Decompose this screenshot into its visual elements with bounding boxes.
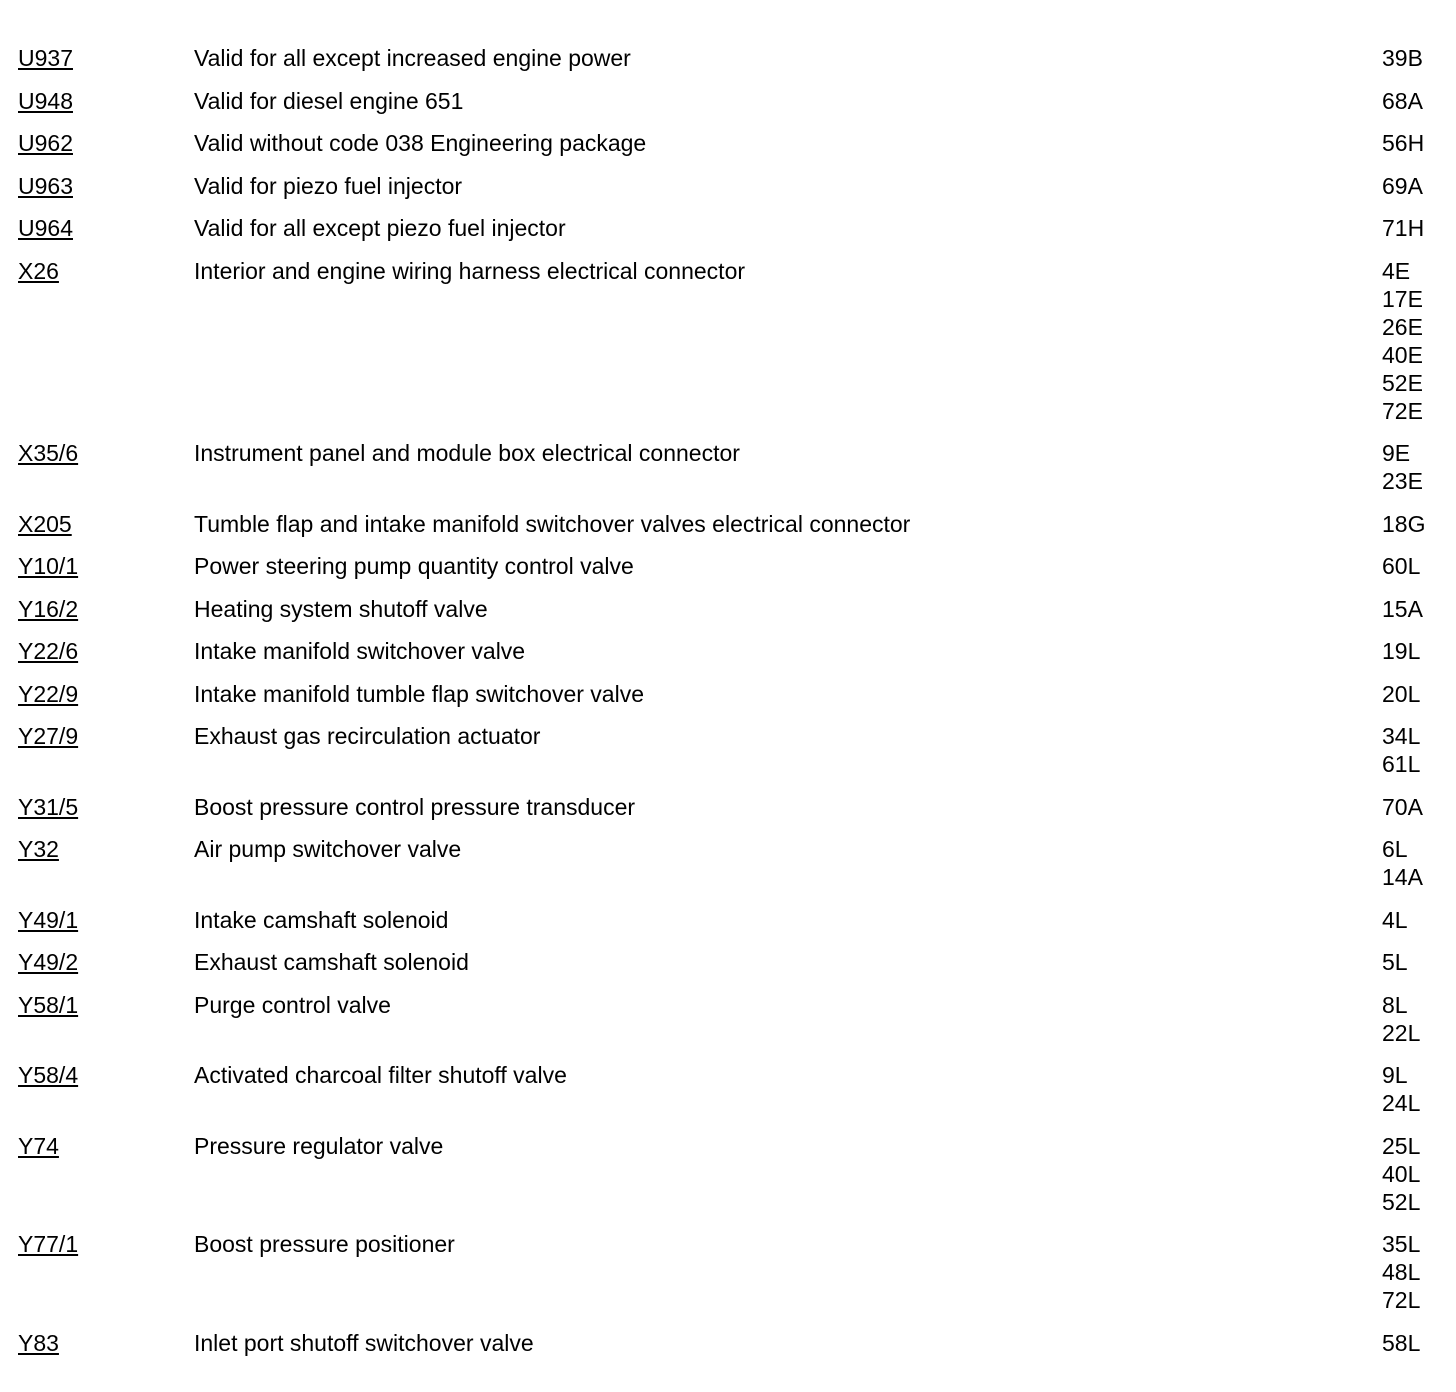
grid-reference: 35L [1382, 1231, 1421, 1257]
grid-reference-list [1382, 214, 1456, 242]
grid-reference-list [1382, 680, 1456, 708]
grid-reference: 25L [1382, 1132, 1421, 1159]
legend-row [0, 44, 1456, 72]
component-description: Heating system shutoff valve [194, 595, 488, 622]
grid-reference: 22L [1382, 1019, 1421, 1046]
component-description: Valid without code 038 Engineering package [194, 130, 647, 156]
component-code-cell [0, 1230, 194, 1258]
component-code-link[interactable]: Y22/6 [18, 638, 79, 664]
grid-reference-list [1382, 906, 1456, 934]
grid-reference: 5L [1382, 949, 1408, 975]
component-code-cell [0, 1132, 194, 1160]
grid-reference: 19L [1382, 638, 1421, 664]
component-code-link[interactable]: X35/6 [18, 440, 79, 466]
grid-reference: 72L [1382, 1287, 1421, 1313]
component-code-link[interactable]: Y74 [18, 1132, 59, 1159]
component-description: Purge control valve [194, 991, 391, 1018]
component-code-cell [0, 595, 194, 623]
grid-reference: 39B [1382, 45, 1423, 71]
component-description: Activated charcoal filter shutoff valve [194, 1062, 567, 1088]
component-code-cell [0, 948, 194, 976]
component-code-cell [0, 439, 194, 467]
component-code-cell [0, 991, 194, 1019]
legend-row [0, 257, 1456, 425]
component-description: Power steering pump quantity control valve [194, 553, 634, 579]
grid-reference: 17E [1382, 285, 1423, 312]
legend-row [0, 991, 1456, 1047]
component-description: Intake manifold switchover valve [194, 638, 526, 664]
grid-reference-list [1382, 510, 1456, 538]
component-description: Intake manifold tumble flap switchover valve [194, 680, 644, 707]
component-code-link[interactable]: U962 [18, 130, 73, 156]
component-code-link[interactable]: U964 [18, 215, 73, 241]
component-code-link[interactable]: X205 [18, 510, 72, 537]
component-code-cell [0, 257, 194, 285]
grid-reference: 18G [1382, 510, 1426, 537]
component-code-link[interactable]: Y27/9 [18, 723, 79, 749]
grid-reference: 23E [1382, 468, 1423, 494]
legend-row [0, 637, 1456, 665]
component-description: Instrument panel and module box electrical connector [194, 440, 740, 466]
component-code-link[interactable]: Y49/2 [18, 949, 79, 975]
component-code-cell [0, 835, 194, 863]
component-code-link[interactable]: Y58/4 [18, 1062, 79, 1088]
grid-reference-list [1382, 1329, 1456, 1357]
component-description: Valid for diesel engine 651 [194, 87, 464, 114]
grid-reference: 4E [1382, 257, 1411, 284]
legend-row [0, 439, 1456, 495]
component-code-link[interactable]: Y22/9 [18, 680, 79, 707]
component-code-cell [0, 552, 194, 580]
grid-reference: 71H [1382, 215, 1425, 241]
grid-reference: 15A [1382, 595, 1423, 622]
legend-row [0, 906, 1456, 934]
component-code-cell [0, 637, 194, 665]
component-code-cell [0, 510, 194, 538]
grid-reference-list [1382, 1132, 1456, 1216]
grid-reference: 40E [1382, 341, 1423, 368]
component-code-cell [0, 87, 194, 115]
component-code-link[interactable]: Y49/1 [18, 906, 79, 933]
grid-reference-list [1382, 257, 1456, 425]
grid-reference-list [1382, 793, 1456, 821]
grid-reference-list [1382, 439, 1456, 495]
component-description: Exhaust camshaft solenoid [194, 949, 469, 975]
component-code-link[interactable]: Y83 [18, 1329, 59, 1356]
grid-reference-list [1382, 1230, 1456, 1314]
grid-reference: 58L [1382, 1329, 1421, 1356]
component-code-link[interactable]: U937 [18, 45, 73, 71]
legend-row [0, 1061, 1456, 1117]
component-description: Air pump switchover valve [194, 836, 462, 862]
component-description: Inlet port shutoff switchover valve [194, 1329, 534, 1356]
grid-reference: 52E [1382, 369, 1423, 396]
grid-reference-list [1382, 637, 1456, 665]
component-code-cell [0, 129, 194, 157]
grid-reference: 72E [1382, 397, 1423, 424]
component-description: Intake camshaft solenoid [194, 906, 449, 933]
component-code-cell [0, 214, 194, 242]
grid-reference: 40L [1382, 1160, 1421, 1187]
legend-row [0, 722, 1456, 778]
component-code-link[interactable]: Y58/1 [18, 991, 79, 1018]
component-description: Valid for all except piezo fuel injector [194, 215, 566, 241]
grid-reference-list [1382, 87, 1456, 115]
grid-reference-list [1382, 44, 1456, 72]
grid-reference: 26E [1382, 313, 1423, 340]
component-code-link[interactable]: Y77/1 [18, 1231, 79, 1257]
grid-reference: 34L [1382, 723, 1421, 749]
component-description: Boost pressure positioner [194, 1231, 455, 1257]
grid-reference: 20L [1382, 680, 1421, 707]
legend-row [0, 835, 1456, 891]
component-description: Valid for all except increased engine power [194, 45, 631, 71]
grid-reference-list [1382, 129, 1456, 157]
component-description: Exhaust gas recirculation actuator [194, 723, 541, 749]
component-legend [0, 44, 1456, 1371]
grid-reference-list [1382, 991, 1456, 1047]
component-code-cell [0, 172, 194, 200]
grid-reference-list [1382, 1061, 1456, 1117]
component-description: Interior and engine wiring harness electrical connector [194, 257, 746, 284]
grid-reference: 24L [1382, 1090, 1421, 1116]
component-code-cell [0, 906, 194, 934]
grid-reference: 56H [1382, 130, 1425, 156]
legend-row [0, 129, 1456, 157]
legend-row [0, 680, 1456, 708]
legend-row [0, 87, 1456, 115]
grid-reference-list [1382, 948, 1456, 976]
component-code-link[interactable]: X26 [18, 257, 59, 284]
component-code-cell [0, 44, 194, 72]
grid-reference-list [1382, 552, 1456, 580]
component-code-cell [0, 680, 194, 708]
legend-row [0, 552, 1456, 580]
component-code-cell [0, 793, 194, 821]
grid-reference: 9L [1382, 1062, 1408, 1088]
grid-reference-list [1382, 722, 1456, 778]
legend-row [0, 1329, 1456, 1357]
legend-row [0, 595, 1456, 623]
component-description: Boost pressure control pressure transducer [194, 793, 636, 820]
legend-row [0, 214, 1456, 242]
component-code-cell [0, 1329, 194, 1357]
component-code-link[interactable]: Y31/5 [18, 793, 79, 820]
grid-reference: 60L [1382, 553, 1421, 579]
component-code-link[interactable]: Y10/1 [18, 553, 79, 579]
grid-reference-list [1382, 835, 1456, 891]
grid-reference: 14A [1382, 864, 1423, 890]
component-code-link[interactable]: U963 [18, 172, 73, 199]
component-code-cell [0, 1061, 194, 1089]
grid-reference-list [1382, 595, 1456, 623]
grid-reference: 9E [1382, 440, 1411, 466]
grid-reference: 4L [1382, 906, 1408, 933]
grid-reference: 68A [1382, 87, 1423, 114]
legend-row [0, 1230, 1456, 1314]
legend-row [0, 793, 1456, 821]
component-code-link[interactable]: Y16/2 [18, 595, 79, 622]
grid-reference: 48L [1382, 1259, 1421, 1285]
component-code-link[interactable]: U948 [18, 87, 73, 114]
legend-row [0, 510, 1456, 538]
component-description: Pressure regulator valve [194, 1132, 444, 1159]
grid-reference: 69A [1382, 172, 1423, 199]
component-code-link[interactable]: Y32 [18, 836, 59, 862]
grid-reference: 70A [1382, 793, 1423, 820]
component-description: Tumble flap and intake manifold switchover valves electrical connector [194, 510, 911, 537]
grid-reference: 52L [1382, 1188, 1421, 1215]
component-code-cell [0, 722, 194, 750]
legend-row [0, 172, 1456, 200]
legend-row [0, 1132, 1456, 1216]
grid-reference: 6L [1382, 836, 1408, 862]
grid-reference: 61L [1382, 751, 1421, 777]
grid-reference: 8L [1382, 991, 1408, 1018]
component-description: Valid for piezo fuel injector [194, 172, 463, 199]
grid-reference-list [1382, 172, 1456, 200]
legend-row [0, 948, 1456, 976]
